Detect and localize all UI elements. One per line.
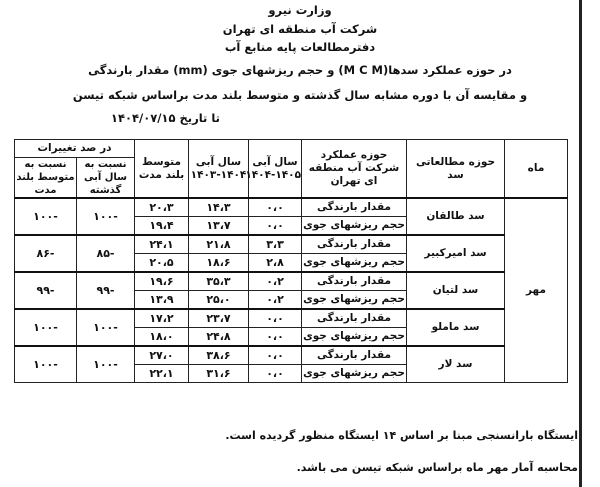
value-longterm: ۲۷،۰: [135, 346, 189, 365]
value-previous: ۲۱،۸: [189, 235, 249, 254]
table-row: [15, 309, 568, 328]
value-longterm: ۲۴،۱: [135, 235, 189, 254]
metric-label: مقدار بارندگی: [302, 309, 407, 328]
value-previous: ۲۴،۸: [189, 328, 249, 347]
dam-name: سد امیرکبیر: [407, 235, 505, 272]
table-row: [15, 198, 568, 217]
dam-name: سد طالقان: [407, 198, 505, 235]
header-year-previous: سال آبی ۱۴۰۴-۱۴۰۳: [189, 140, 249, 199]
change-long: -۹۹: [15, 272, 77, 309]
change-long: -۱۰۰: [15, 309, 77, 346]
metric-label: حجم ریزشهای جوی: [302, 254, 407, 273]
value-current: ۰،۲: [249, 272, 302, 291]
report-date: تا تاریخ ۱۴۰۴/۰۷/۱۵: [110, 111, 220, 125]
change-prev: -۱۰۰: [77, 198, 135, 235]
value-previous: ۳۱،۶: [189, 365, 249, 383]
table-row: [15, 235, 568, 254]
table-row: [15, 272, 568, 291]
metric-label: مقدار بارندگی: [302, 198, 407, 217]
value-previous: ۱۴،۳: [189, 198, 249, 217]
value-previous: ۳۸،۶: [189, 346, 249, 365]
value-longterm: ۱۳،۹: [135, 291, 189, 310]
header-month: ماه: [505, 140, 568, 199]
value-previous: ۳۵،۳: [189, 272, 249, 291]
header-scope: حوزه عملکرد شرکت آب منطقه ای تهران: [302, 140, 407, 199]
metric-label: حجم ریزشهای جوی: [302, 365, 407, 383]
header-longterm: متوسط بلند مدت: [135, 140, 189, 199]
change-prev: -۱۰۰: [77, 346, 135, 383]
value-current: ۰،۰: [249, 309, 302, 328]
header-change-prev: نسبت به سال آبی گذشته: [77, 158, 135, 199]
dam-name: سد لتیان: [407, 272, 505, 309]
company-title: شرکت آب منطقه ای تهران: [222, 22, 378, 36]
month-cell: مهر: [505, 198, 568, 383]
metric-label: حجم ریزشهای جوی: [302, 291, 407, 310]
change-prev: -۸۵: [77, 235, 135, 272]
value-current: ۰،۰: [249, 217, 302, 236]
value-longterm: ۱۸،۰: [135, 328, 189, 347]
dam-name: سد لار: [407, 346, 505, 383]
office-title: دفترمطالعات پایه منابع آب: [224, 40, 376, 54]
value-previous: ۱۳،۷: [189, 217, 249, 236]
rainfall-table: [14, 139, 568, 383]
metric-label: حجم ریزشهای جوی: [302, 217, 407, 236]
dam-name: سد ماملو: [407, 309, 505, 346]
metric-label: حجم ریزشهای جوی: [302, 328, 407, 347]
value-current: ۰،۲: [249, 291, 302, 310]
value-current: ۰،۰: [249, 198, 302, 217]
metric-label: مقدار بارندگی: [302, 272, 407, 291]
value-longterm: ۲۰،۳: [135, 198, 189, 217]
report-title-line1: مقدار بارندگی (mm) و حجم ریزشهای جوی (M C M)در حوزه عملکرد سدها: [88, 63, 512, 77]
ministry-title: وزارت نیرو: [268, 3, 332, 17]
value-previous: ۲۵،۰: [189, 291, 249, 310]
change-prev: -۱۰۰: [77, 309, 135, 346]
report-title-line2: و مقایسه آن با دوره مشابه سال گذشته و متوسط بلند مدت براساس شبکه تیسن: [72, 88, 528, 102]
metric-label: مقدار بارندگی: [302, 235, 407, 254]
value-current: ۰،۰: [249, 346, 302, 365]
value-current: ۰،۰: [249, 328, 302, 347]
table-row: [15, 346, 568, 365]
metric-label: مقدار بارندگی: [302, 346, 407, 365]
change-long: -۸۶: [15, 235, 77, 272]
header-year-current: سال آبی ۱۴۰۵-۱۴۰۴: [249, 140, 302, 199]
value-longterm: ۲۰،۵: [135, 254, 189, 273]
value-longterm: ۱۹،۶: [135, 272, 189, 291]
value-current: ۳،۳: [249, 235, 302, 254]
change-prev: -۹۹: [77, 272, 135, 309]
header-change: در صد تغییرات: [15, 140, 135, 158]
footnote-stations: ایستگاه بارانسنجی مبنا بر اساس ۱۴ ایستگاه منظور گردیده است.: [225, 429, 578, 442]
value-longterm: ۱۹،۴: [135, 217, 189, 236]
value-current: ۰،۰: [249, 365, 302, 383]
header-basin: حوزه مطالعاتی سد: [407, 140, 505, 199]
value-longterm: ۱۷،۲: [135, 309, 189, 328]
value-current: ۲،۸: [249, 254, 302, 273]
header-change-long: نسبت به متوسط بلند مدت: [16, 159, 75, 196]
change-long: -۱۰۰: [15, 198, 77, 235]
change-long: -۱۰۰: [15, 346, 77, 383]
value-previous: ۲۳،۷: [189, 309, 249, 328]
footnote-method: محاسبه آمار مهر ماه براساس شبکه تیسن می باشد.: [296, 461, 578, 474]
value-previous: ۱۸،۶: [189, 254, 249, 273]
value-longterm: ۲۲،۱: [135, 365, 189, 383]
